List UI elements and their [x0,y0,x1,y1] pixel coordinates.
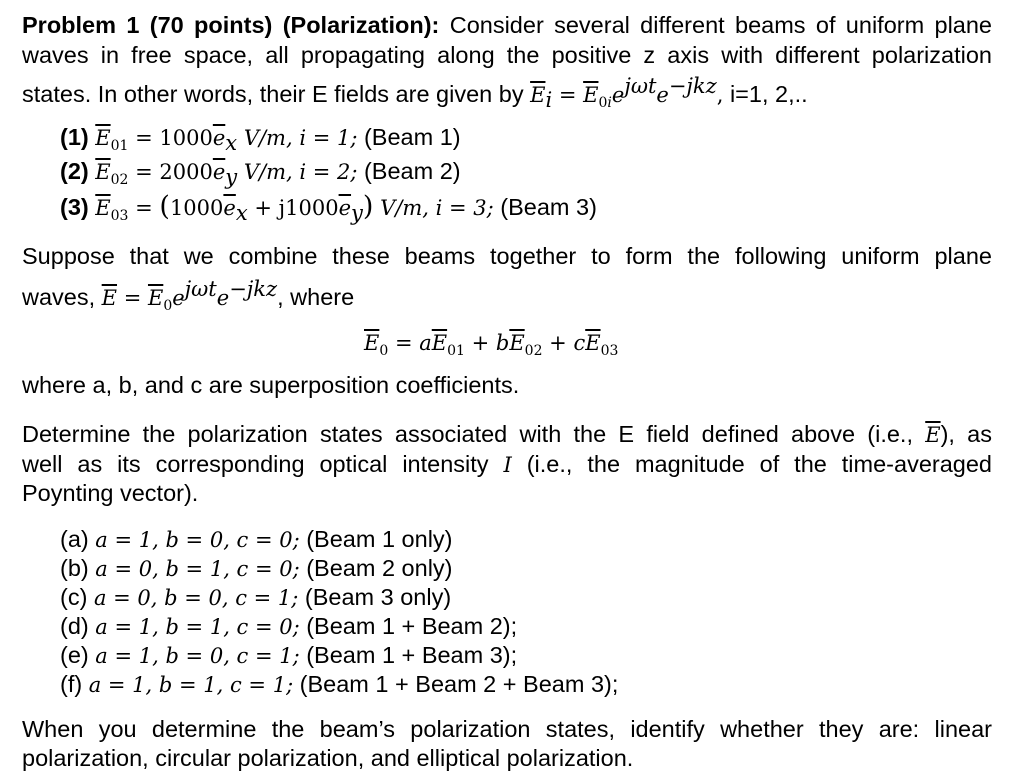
determine-line-1: Determine the polarization states associated with the E field defined above (i.e., $\overline{E}$), as [22,421,992,447]
case-a: (a) a = 1, b = 0, c = 0; (Beam 1 only) [60,526,453,552]
case-e: (e) a = 1, b = 0, c = 1; (Beam 1 + Beam 3); [60,642,518,668]
field-definition-formula: $\overline{E}_i = \overline{E}_{0i}e^{j\omega t}e^{-jkz}$, [530,74,724,112]
case-f: (f) a = 1, b = 1, c = 1; (Beam 1 + Beam 2 + Beam 3); [60,671,619,697]
closing-line-1: When you determine the beam’s polarization states, identify whether they are: linear [22,716,992,742]
combined-wave-formula: $\overline{E} = \overline{E}_0e^{j\omega t}e^{-jkz}$ [101,277,278,314]
determine-line-3: Poynting vector). [22,480,199,506]
coefficients-text: where a, b, and c are superposition coefficients. [22,372,520,398]
case-c: (c) a = 0, b = 0, c = 1; (Beam 3 only) [60,584,452,610]
combine-line-2: waves, $\overline{E} = \overline{E}_0e^{j\omega t}e^{-jkz}$, where [22,277,355,314]
beam-3: (3) $\overline{E}_{03} = (1000\overline{e}_x + j1000\overline{e}_y)$ V/m, i = 3; (Beam 3) [60,191,597,225]
index-list: i=1, 2,.. [729,81,808,107]
beam-2: (2) $\overline{E}_{02} = 2000\overline{e}_y$ V/m, i = 2; (Beam 2) [60,158,461,189]
intro-line-2: waves in free space, all propagating along the positive z axis with different polarization [22,42,992,68]
combine-line-1: Suppose that we combine these beams together to form the following uniform plane [22,243,992,269]
intro-line-1: Problem 1 (70 points) (Polarization): Consider several different beams of uniform plane [22,12,992,38]
superposition-equation: $\overline{E}_0 = a\overline{E}_{01} + b\overline{E}_{02} + c\overline{E}_{03}$ [364,331,619,359]
closing-line-2: polarization, circular polarization, and elliptical polarization. [22,745,634,771]
beam-1: (1) $\overline{E}_{01} = 1000\overline{e}_x$ V/m, i = 1; (Beam 1) [60,124,461,155]
determine-line-2: well as its corresponding optical intensity I (i.e., the magnitude of the time-averaged [22,451,992,477]
case-b: (b) a = 0, b = 1, c = 0; (Beam 2 only) [60,555,453,581]
problem-title: Problem 1 (70 points) (Polarization) [22,12,432,38]
intro-text-3: states. In other words, their E fields are given by [22,81,524,107]
intro-line-3 [22,71,808,118]
case-d: (d) a = 1, b = 1, c = 0; (Beam 1 + Beam 2); [60,613,518,639]
intro-text-1: Consider several different beams of uniform plane [449,12,992,38]
